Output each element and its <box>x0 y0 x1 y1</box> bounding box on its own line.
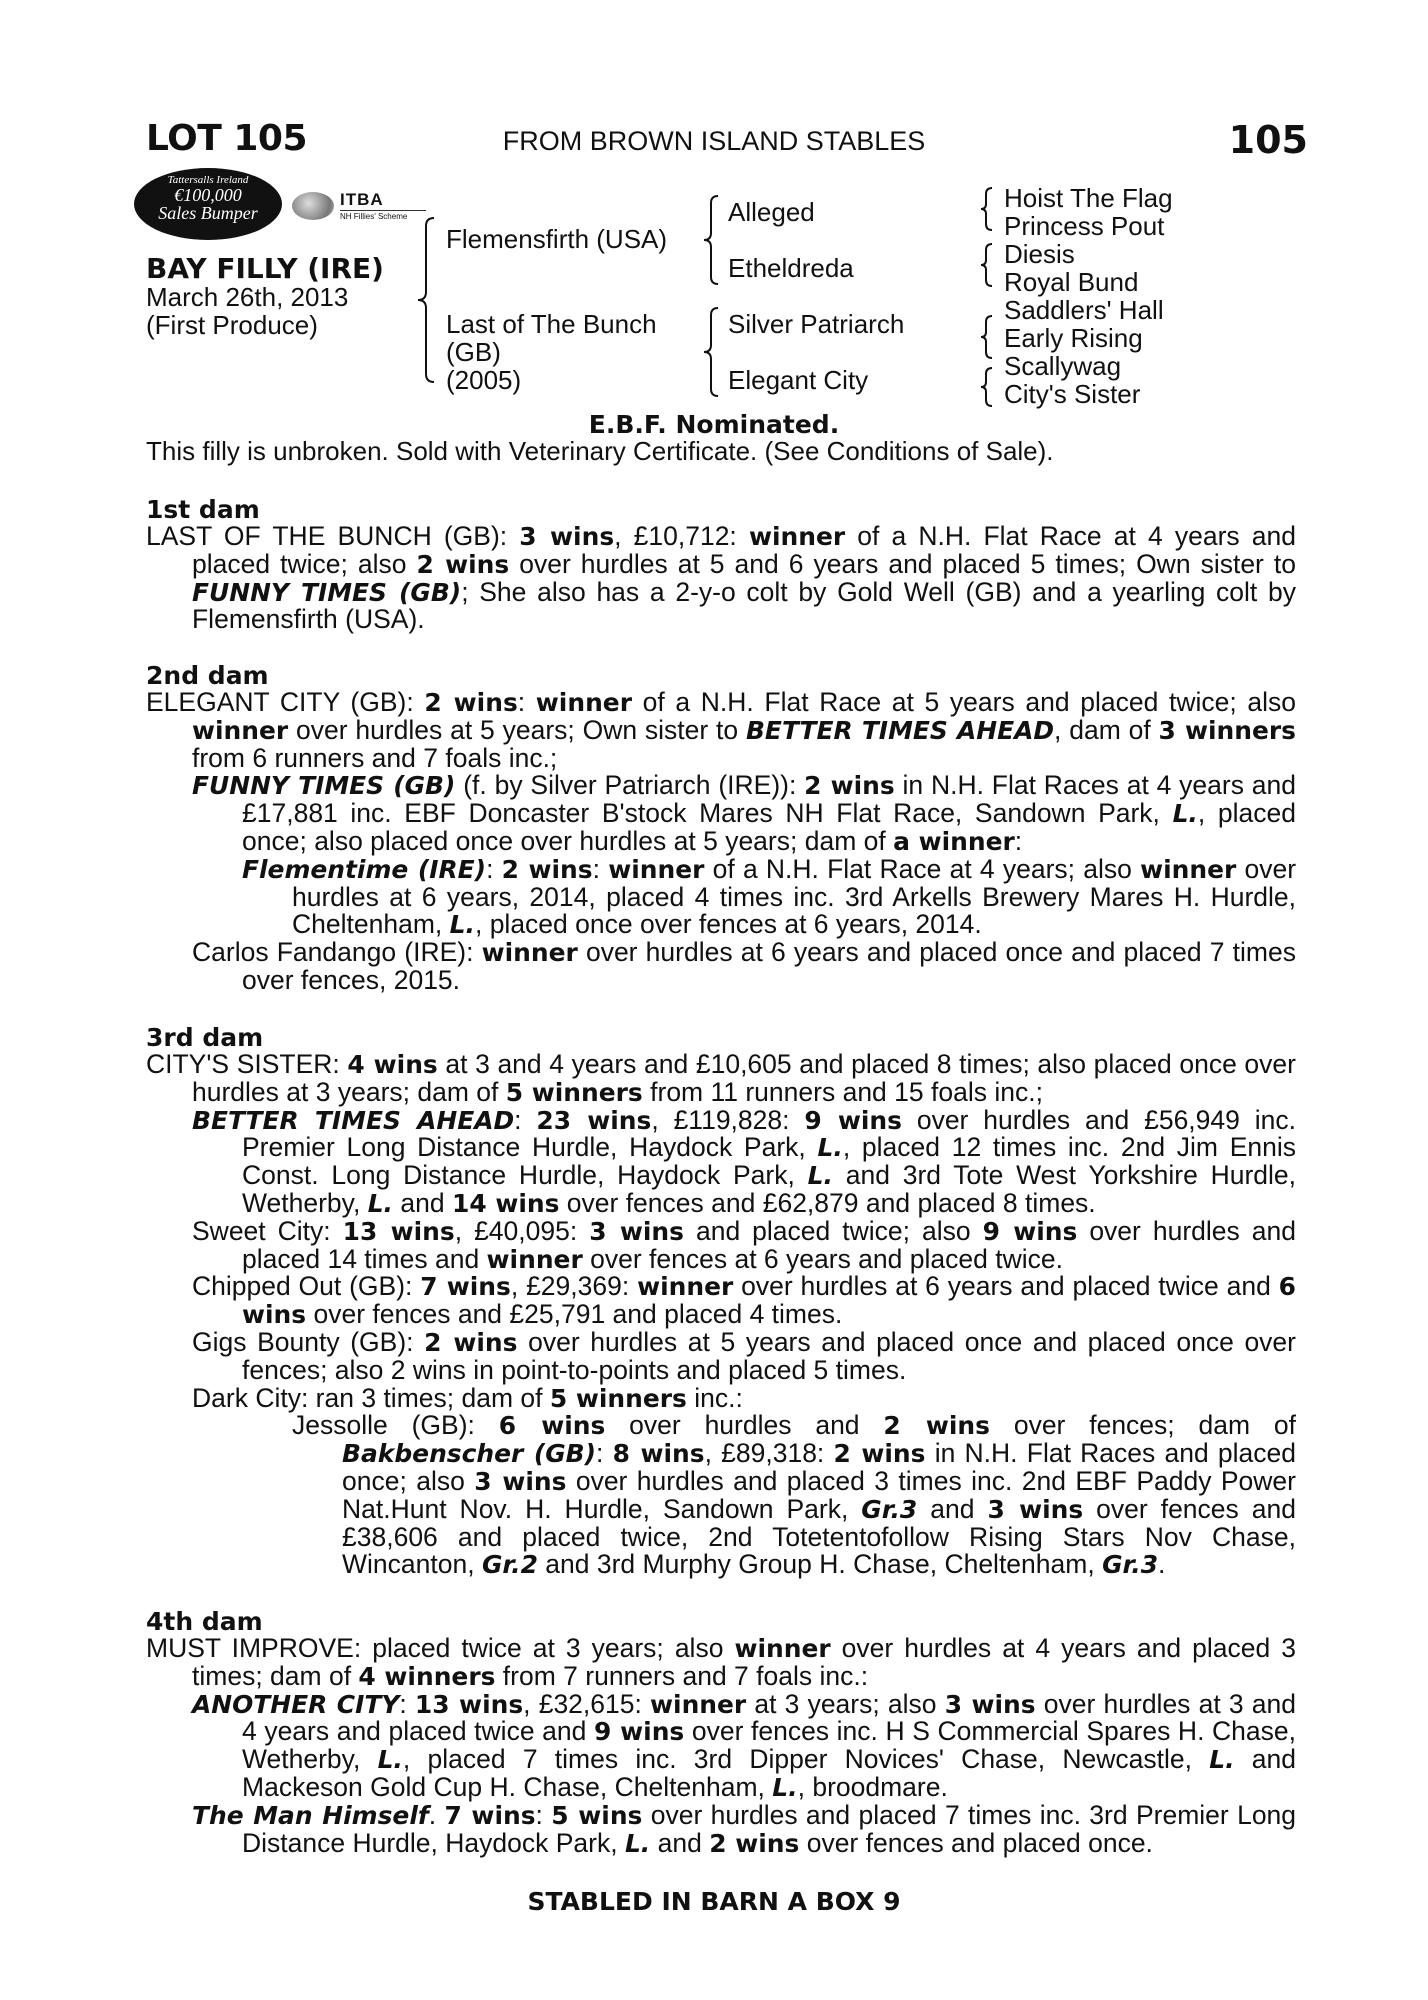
text: over hurdles at 6 years and placed once and placed 7 times over fences, 2015. <box>242 937 1296 995</box>
text: , placed once over fences at 6 years, 2014. <box>474 909 982 940</box>
text: inc.: <box>686 1382 743 1413</box>
bold-text: 3 winners <box>1158 715 1296 745</box>
bold-text: 3 wins <box>474 1466 567 1496</box>
emphasis-text: Gr.3 <box>861 1494 918 1524</box>
text: , £89,318: <box>704 1438 834 1469</box>
text: , dam of <box>1054 714 1159 745</box>
bumper-amount: €100,000 <box>174 185 242 205</box>
text: over hurdles and placed 14 times and <box>242 1215 1296 1274</box>
text: over fences and £38,606 and placed twice, 2nd Totetentofollow Rising Stars Nov Chase, Wincanton, <box>342 1493 1296 1580</box>
section-heading: 4th dam <box>146 1607 263 1636</box>
text: and <box>917 1493 988 1524</box>
text: and <box>650 1827 710 1858</box>
bold-text: 5 winners <box>505 1077 643 1107</box>
text: of a N.H. Flat Race at 4 years; also <box>704 853 1141 884</box>
horse-name: BAY FILLY (IRE) <box>146 252 384 285</box>
text: over hurdles at 6 years and placed twice and <box>733 1271 1279 1302</box>
bold-text: 3 wins <box>944 1689 1036 1719</box>
text: , £10,712: <box>614 521 749 551</box>
bold-text: 3 wins <box>589 1216 684 1246</box>
bold-text: 3 wins <box>987 1494 1084 1524</box>
brace-gen1 <box>418 218 434 382</box>
text: over hurdles at 4 years and placed 3 times; dam of <box>192 1633 1297 1691</box>
text: Carlos Fandango (IRE): <box>192 937 482 968</box>
bold-text: 7 wins <box>420 1272 511 1302</box>
bold-text: 4 winners <box>358 1661 496 1691</box>
text: from 7 runners and 7 foals inc.: <box>495 1660 869 1691</box>
itba-title: ITBA <box>340 190 384 209</box>
text: over hurdles at 3 and 4 years and placed twice and <box>242 1688 1296 1747</box>
text: : <box>596 1438 613 1469</box>
text: : <box>486 853 502 884</box>
bold-text: 5 winners <box>549 1383 687 1413</box>
pedigree-dam <box>446 310 657 394</box>
pedigree-sire-sire: Alleged <box>728 197 815 227</box>
pedigree-gen4 <box>1004 184 1173 408</box>
ebf-nominated: E.B.F. Nominated. <box>588 410 840 439</box>
progeny-entry <box>146 1688 1297 1802</box>
text: over fences at 6 years and placed twice. <box>582 1243 1063 1274</box>
progeny-entry <box>146 1412 1296 1440</box>
progeny-entry <box>146 1440 1296 1579</box>
text: : <box>517 687 536 717</box>
text: MUST IMPROVE: placed twice at 3 years; also <box>146 1633 735 1663</box>
emphasis-text: ANOTHER CITY <box>192 1689 400 1719</box>
bold-text: winner <box>650 1689 747 1719</box>
text: , placed once; also placed once over hurdles at 5 years; dam of <box>242 798 1296 856</box>
bold-text: 7 wins <box>444 1800 536 1830</box>
bold-text: a winner <box>893 826 1015 856</box>
emphasis-text: L. <box>817 1133 843 1163</box>
text: ELEGANT CITY (GB): <box>146 687 425 717</box>
text: over fences and £25,791 and placed 4 times. <box>306 1299 843 1330</box>
text: at 3 years; also <box>746 1688 945 1719</box>
text: LAST OF THE BUNCH (GB): <box>146 521 520 551</box>
dam-entry <box>146 1051 1296 1107</box>
text: : <box>592 853 609 884</box>
pedigree-gen4-item: Early Rising <box>1004 323 1143 353</box>
pedigree-dam-year: (2005) <box>446 365 522 395</box>
text: in N.H. Flat Races at 4 years and £17,881 inc. EBF Doncaster B'stock Mares NH Flat Race, Sandown Park, <box>242 770 1297 829</box>
dam-entry <box>146 689 1296 772</box>
horse-dob: March 26th, 2013 <box>146 282 349 312</box>
progeny-entry <box>146 1273 1296 1329</box>
progeny-entry <box>146 1215 1296 1274</box>
text: Sweet City: <box>192 1215 343 1246</box>
pedigree-braces <box>0 0 1428 420</box>
bold-text: winner <box>748 522 846 551</box>
pedigree-dam-name: Last of The Bunch <box>446 309 657 339</box>
brace-g3-1 <box>981 188 992 230</box>
brace-g3-3 <box>981 316 992 358</box>
bold-text: 4 wins <box>347 1050 438 1079</box>
text: ; She also has a 2-y-o colt by Gold Well (GB) and a yearling colt by Flemensfirth (USA). <box>192 576 1296 635</box>
text: over hurdles and £56,949 inc. Premier Long Distance Hurdle, Haydock Park, <box>242 1104 1296 1163</box>
lot-title: LOT 105 <box>146 118 307 159</box>
bold-text: 2 wins <box>883 1411 990 1441</box>
progeny-entry <box>146 1326 1296 1385</box>
progeny-entry <box>146 939 1296 995</box>
emphasis-text: L. <box>807 1161 833 1191</box>
bold-text: 3 wins <box>519 522 615 551</box>
bold-text: 13 wins <box>342 1216 455 1246</box>
text: . <box>1158 1549 1166 1580</box>
dam-entry <box>146 523 1296 634</box>
text: : <box>514 1104 537 1135</box>
bold-text: winner <box>608 854 705 884</box>
sale-conditions-note: This filly is unbroken. Sold with Veterinary Certificate. (See Conditions of Sale). <box>146 436 1054 466</box>
consignor-line: FROM BROWN ISLAND STABLES <box>502 126 926 156</box>
itba-subtitle: NH Fillies' Scheme <box>340 212 408 221</box>
pedigree-gen4-item: Diesis <box>1004 239 1075 269</box>
bumper-label: Sales Bumper <box>158 203 258 223</box>
brace-g3-4 <box>981 368 992 406</box>
text: and 3rd Murphy Group H. Chase, Cheltenham, <box>537 1549 1103 1580</box>
bold-text: 14 wins <box>451 1188 560 1218</box>
pedigree-gen4-item: Royal Bund <box>1004 267 1139 297</box>
brace-dam <box>704 308 718 396</box>
brace-sire <box>704 196 718 284</box>
third-dam-section <box>146 1024 1296 1579</box>
text: , placed 7 times inc. 3rd Dipper Novices' Chase, Newcastle, <box>402 1744 1210 1775</box>
text: , £32,615: <box>523 1688 651 1719</box>
emphasis-text: Bakbenscher (GB) <box>342 1439 597 1469</box>
stabling-location: STABLED IN BARN A BOX 9 <box>527 1887 901 1916</box>
text: , £119,828: <box>651 1104 805 1135</box>
emphasis-text: Flementime (IRE) <box>242 854 487 884</box>
emphasis-text: The Man Himself <box>192 1800 429 1830</box>
emphasis-text: L. <box>1209 1745 1235 1775</box>
bold-text: winner <box>637 1272 734 1302</box>
text: Jessolle (GB): <box>292 1410 499 1441</box>
bold-text: winner <box>481 938 578 968</box>
text: over hurdles at 5 and 6 years and placed 5 times; Own sister to <box>509 548 1296 579</box>
bold-text: 2 wins <box>709 1828 800 1858</box>
emphasis-text: L. <box>624 1828 651 1858</box>
progeny-entry <box>146 853 1297 940</box>
bold-text: 13 wins <box>414 1689 524 1719</box>
progeny-entry <box>146 772 1296 855</box>
text: over hurdles at 5 years; Own sister to <box>288 714 746 745</box>
emphasis-text: Gr.2 <box>481 1550 538 1580</box>
pedigree-gen4-item: City's Sister <box>1004 379 1141 409</box>
text: from 6 runners and 7 foals inc.; <box>192 742 558 773</box>
bold-text: winner <box>1140 854 1237 884</box>
text: , placed 12 times inc. 2nd Jim Ennis Const. Long Distance Hurdle, Haydock Park, <box>242 1132 1297 1191</box>
tattersalls-logo-text: Tattersalls Ireland <box>167 174 249 186</box>
lot-number: 105 <box>1228 118 1308 162</box>
bold-text: 6 wins <box>242 1272 1297 1330</box>
bold-text: winner <box>734 1634 831 1663</box>
text: , £40,095: <box>454 1215 590 1246</box>
bold-text: 9 wins <box>982 1216 1078 1246</box>
text: from 11 runners and 15 foals inc.; <box>642 1076 1043 1107</box>
text: over hurdles at 6 years, 2014, placed 4 times inc. 3rd Arkells Brewery Mares H. Hurdle, Cheltenham, <box>292 853 1297 940</box>
pedigree-dam-sire: Silver Patriarch <box>728 309 905 339</box>
text: over hurdles and placed 3 times inc. 2nd EBF Paddy Power Nat.Hunt Nov. H. Hurdle, Sandown Park, <box>342 1465 1296 1524</box>
bold-text: 2 wins <box>416 549 510 579</box>
bold-text: 2 wins <box>424 1327 518 1357</box>
text: over fences inc. H S Commercial Spares H. Chase, Wetherby, <box>242 1716 1296 1775</box>
text: and placed twice; also <box>683 1215 983 1246</box>
section-heading: 3rd dam <box>146 1023 264 1052</box>
bold-text: 2 wins <box>804 771 895 801</box>
text: : <box>399 1688 415 1719</box>
emphasis-text: L. <box>377 1745 403 1775</box>
text: over fences and £62,879 and placed 8 times. <box>559 1187 1096 1218</box>
horse-note: (First Produce) <box>146 310 318 340</box>
text: Dark City: ran 3 times; dam of <box>192 1382 550 1413</box>
emphasis-text: L. <box>367 1188 394 1218</box>
text: Gigs Bounty (GB): <box>192 1326 425 1357</box>
pedigree-gen4-item: Saddlers' Hall <box>1004 295 1164 325</box>
text: of a N.H. Flat Race at 5 years and placed twice; also <box>631 687 1296 717</box>
bold-text: winner <box>535 688 632 717</box>
text: and <box>393 1187 452 1218</box>
emphasis-text: L. <box>772 1772 798 1802</box>
progeny-entry <box>146 1799 1297 1858</box>
bold-text: 8 wins <box>612 1439 705 1469</box>
dam-entry <box>146 1635 1296 1691</box>
text: over fences; dam of <box>989 1410 1297 1441</box>
bold-text: 2 wins <box>501 854 593 884</box>
pedigree-gen4-item: Hoist The Flag <box>1004 183 1173 213</box>
pedigree-gen4-item: Scallywag <box>1004 351 1122 381</box>
text: over hurdles and placed 7 times inc. 3rd Premier Long Distance Hurdle, Haydock Park, <box>242 1799 1297 1858</box>
text: , broodmare. <box>797 1771 948 1802</box>
text: : <box>1014 825 1023 856</box>
text: of a N.H. Flat Race at 4 years and placed twice; also <box>192 521 1296 579</box>
text: Chipped Out (GB): <box>192 1271 421 1302</box>
emphasis-text: L. <box>1172 799 1198 829</box>
text: and 3rd Tote West Yorkshire Hurdle, Wetherby, <box>242 1160 1297 1218</box>
emphasis-text: FUNNY TIMES (GB) <box>192 577 462 607</box>
section-heading: 2nd dam <box>146 661 269 690</box>
progeny-entry <box>146 1382 1296 1413</box>
emphasis-text: BETTER TIMES AHEAD <box>745 715 1055 745</box>
section-heading: 1st dam <box>146 495 260 524</box>
pedigree-gen4-item: Princess Pout <box>1004 211 1165 241</box>
bold-text: 2 wins <box>424 688 518 717</box>
text: over hurdles and <box>605 1410 884 1441</box>
bold-text: 9 wins <box>593 1717 685 1747</box>
pedigree-dam-country: (GB) <box>446 337 501 367</box>
text: CITY'S SISTER: <box>146 1049 348 1079</box>
fourth-dam-section <box>146 1608 1296 1857</box>
second-dam-section <box>146 662 1296 995</box>
bold-text: winner <box>486 1244 583 1274</box>
text: , £29,369: <box>510 1271 638 1302</box>
brace-g3-2 <box>981 244 992 286</box>
pedigree-sire-dam: Etheldreda <box>728 253 854 283</box>
bold-text: 6 wins <box>498 1411 606 1441</box>
pedigree-dam-dam: Elegant City <box>728 365 869 395</box>
bold-text: 5 wins <box>551 1800 643 1830</box>
text: and Mackeson Gold Cup H. Chase, Cheltenham, <box>242 1744 1297 1802</box>
emphasis-text: BETTER TIMES AHEAD <box>192 1105 515 1135</box>
first-dam-section <box>146 496 1296 634</box>
text: : <box>535 1799 552 1830</box>
bold-text: 23 wins <box>536 1105 652 1135</box>
pedigree-sire: Flemensfirth (USA) <box>446 224 668 254</box>
progeny-entry <box>146 1104 1297 1218</box>
text: at 3 and 4 years and £10,605 and placed 8 times; also placed once over hurdles at 3 years; dam of <box>192 1049 1296 1107</box>
text: . <box>428 1799 445 1830</box>
text: over hurdles at 5 years and placed once and placed once over fences; also 2 wins in point-to-points and placed 5 times. <box>242 1326 1296 1385</box>
text: (f. by Silver Patriarch (IRE)): <box>455 770 805 801</box>
bold-text: 9 wins <box>804 1105 902 1135</box>
emphasis-text: L. <box>449 910 475 940</box>
emphasis-text: FUNNY TIMES (GB) <box>192 771 456 801</box>
text: in N.H. Flat Races and placed once; also <box>342 1438 1296 1496</box>
text: over fences and placed once. <box>799 1827 1153 1858</box>
bold-text: winner <box>192 715 289 745</box>
bold-text: 2 wins <box>833 1439 926 1469</box>
emphasis-text: Gr.3 <box>1102 1550 1159 1580</box>
